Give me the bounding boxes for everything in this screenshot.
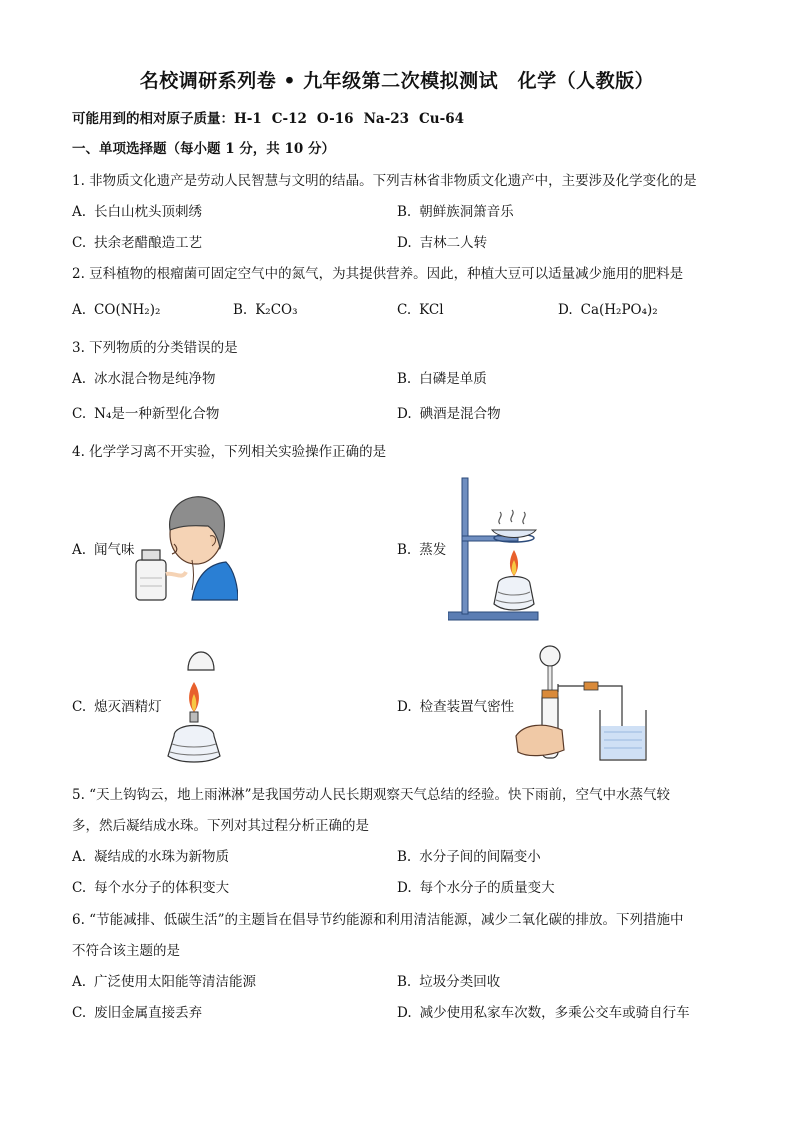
q5-option-b[interactable] bbox=[397, 848, 541, 866]
q1-option-c[interactable] bbox=[72, 234, 202, 252]
q4-option-a[interactable] bbox=[72, 541, 135, 559]
q3-option-a[interactable] bbox=[72, 370, 216, 388]
atomic-mass-c: C-12 bbox=[271, 111, 307, 127]
option-label: A. bbox=[72, 371, 87, 387]
option-label: D. bbox=[558, 302, 573, 318]
q2-option-b[interactable] bbox=[233, 301, 298, 319]
option-text: 凝结成的水珠为新物质 bbox=[94, 849, 230, 865]
option-text: 吉林二人转 bbox=[419, 235, 488, 251]
q1-option-b[interactable] bbox=[397, 203, 514, 221]
atomic-mass-o: O-16 bbox=[316, 111, 354, 127]
q3-option-d[interactable] bbox=[397, 405, 501, 423]
option-label: D. bbox=[397, 699, 412, 715]
atomic-masses bbox=[72, 110, 464, 128]
option-text: CO(NH₂)₂ bbox=[94, 302, 161, 318]
option-text: 广泛使用太阳能等清洁能源 bbox=[94, 974, 257, 990]
section-title: 一、单项选择题（每小题 1 分，共 10 分） bbox=[72, 141, 335, 157]
option-label: D. bbox=[397, 235, 412, 251]
option-text: N₄是一种新型化合物 bbox=[94, 406, 220, 422]
option-text: 扶余老醋酿造工艺 bbox=[94, 235, 203, 251]
option-text: 垃圾分类回收 bbox=[419, 974, 501, 990]
q4-option-b[interactable] bbox=[397, 541, 446, 559]
atomic-mass-cu: Cu-64 bbox=[419, 111, 464, 127]
option-text: 白磷是单质 bbox=[419, 371, 487, 387]
option-label: A. bbox=[72, 204, 87, 220]
q6-option-b[interactable] bbox=[397, 973, 500, 991]
option-label: A. bbox=[72, 302, 87, 318]
q1-option-a[interactable] bbox=[72, 203, 202, 221]
airtightness-check-illustration bbox=[514, 640, 666, 766]
q2-option-c[interactable] bbox=[397, 301, 444, 319]
option-label: A. bbox=[72, 542, 87, 558]
q4-option-c[interactable] bbox=[72, 698, 162, 716]
option-text: 减少使用私家车次数，多乘公交车或骑自行车 bbox=[419, 1005, 690, 1021]
page-title: 名校调研系列卷 • 九年级第二次模拟测试 化学（人教版） bbox=[139, 70, 655, 92]
question-2-stem: 2. 豆科植物的根瘤菌可固定空气中的氮气，为其提供营养。因此，种植大豆可以适量减少施用的肥料是 bbox=[72, 266, 684, 282]
option-text: 碘酒是混合物 bbox=[419, 406, 501, 422]
option-label: B. bbox=[397, 849, 412, 865]
option-label: B. bbox=[397, 542, 412, 558]
option-label: A. bbox=[72, 974, 87, 990]
option-text: Ca(H₂PO₄)₂ bbox=[580, 302, 658, 318]
option-text: 朝鲜族洞箫音乐 bbox=[419, 204, 514, 220]
atomic-masses-label: 可能用到的相对原子质量： bbox=[72, 111, 234, 127]
option-text: 蒸发 bbox=[419, 542, 447, 558]
option-label: C. bbox=[72, 406, 87, 422]
q3-option-b[interactable] bbox=[397, 370, 487, 388]
option-text: 检查装置气密性 bbox=[419, 699, 515, 715]
option-label: A. bbox=[72, 849, 87, 865]
question-6-stem-line-2: 不符合该主题的是 bbox=[72, 943, 180, 959]
question-4-stem: 4. 化学学习离不开实验，下列相关实验操作正确的是 bbox=[72, 444, 387, 460]
option-text: 闻气味 bbox=[94, 542, 135, 558]
evaporation-illustration bbox=[448, 476, 552, 624]
option-label: C. bbox=[72, 699, 87, 715]
option-label: B. bbox=[397, 204, 412, 220]
option-text: 废旧金属直接丢弃 bbox=[94, 1005, 203, 1021]
option-text: 熄灭酒精灯 bbox=[94, 699, 162, 715]
q5-option-c[interactable] bbox=[72, 879, 229, 897]
option-label: D. bbox=[397, 406, 412, 422]
option-text: 每个水分子的体积变大 bbox=[94, 880, 230, 896]
q4-option-d[interactable] bbox=[397, 698, 514, 716]
option-label: B. bbox=[233, 302, 248, 318]
atomic-mass-na: Na-23 bbox=[363, 111, 410, 127]
question-5-stem-line-1: 5. “天上钩钩云，地上雨淋淋”是我国劳动人民长期观察天气总结的经验。快下雨前，空气中水蒸气较 bbox=[72, 787, 670, 803]
smelling-gas-illustration bbox=[134, 490, 238, 602]
option-label: D. bbox=[397, 1005, 412, 1021]
q6-option-d[interactable] bbox=[397, 1004, 690, 1022]
q5-option-a[interactable] bbox=[72, 848, 229, 866]
q2-option-a[interactable] bbox=[72, 301, 160, 319]
q5-option-d[interactable] bbox=[397, 879, 555, 897]
question-5-stem-line-2: 多，然后凝结成水珠。下列对其过程分析正确的是 bbox=[72, 818, 369, 834]
option-text: KCl bbox=[419, 302, 444, 318]
q6-option-c[interactable] bbox=[72, 1004, 202, 1022]
extinguish-lamp-illustration bbox=[160, 640, 226, 764]
q2-option-d[interactable] bbox=[558, 301, 658, 319]
q1-option-d[interactable] bbox=[397, 234, 487, 252]
atomic-mass-h: H-1 bbox=[234, 111, 262, 127]
q6-option-a[interactable] bbox=[72, 973, 256, 991]
option-label: C. bbox=[72, 1005, 87, 1021]
question-1-stem: 1. 非物质文化遗产是劳动人民智慧与文明的结晶。下列吉林省非物质文化遗产中，主要涉及化学变化的是 bbox=[72, 173, 697, 189]
option-label: C. bbox=[72, 235, 87, 251]
option-text: 冰水混合物是纯净物 bbox=[94, 371, 216, 387]
option-label: B. bbox=[397, 974, 412, 990]
option-label: C. bbox=[72, 880, 87, 896]
option-label: C. bbox=[397, 302, 412, 318]
option-label: D. bbox=[397, 880, 412, 896]
question-6-stem-line-1: 6. “节能减排、低碳生活”的主题旨在倡导节约能源和利用清洁能源，减少二氧化碳的排放。下列措施中 bbox=[72, 912, 684, 928]
option-text: 长白山枕头顶刺绣 bbox=[94, 204, 203, 220]
option-text: 每个水分子的质量变大 bbox=[419, 880, 555, 896]
option-text: K₂CO₃ bbox=[255, 302, 298, 318]
option-label: B. bbox=[397, 371, 412, 387]
question-3-stem: 3. 下列物质的分类错误的是 bbox=[72, 340, 238, 356]
option-text: 水分子间的间隔变小 bbox=[419, 849, 541, 865]
q3-option-c[interactable] bbox=[72, 405, 219, 423]
